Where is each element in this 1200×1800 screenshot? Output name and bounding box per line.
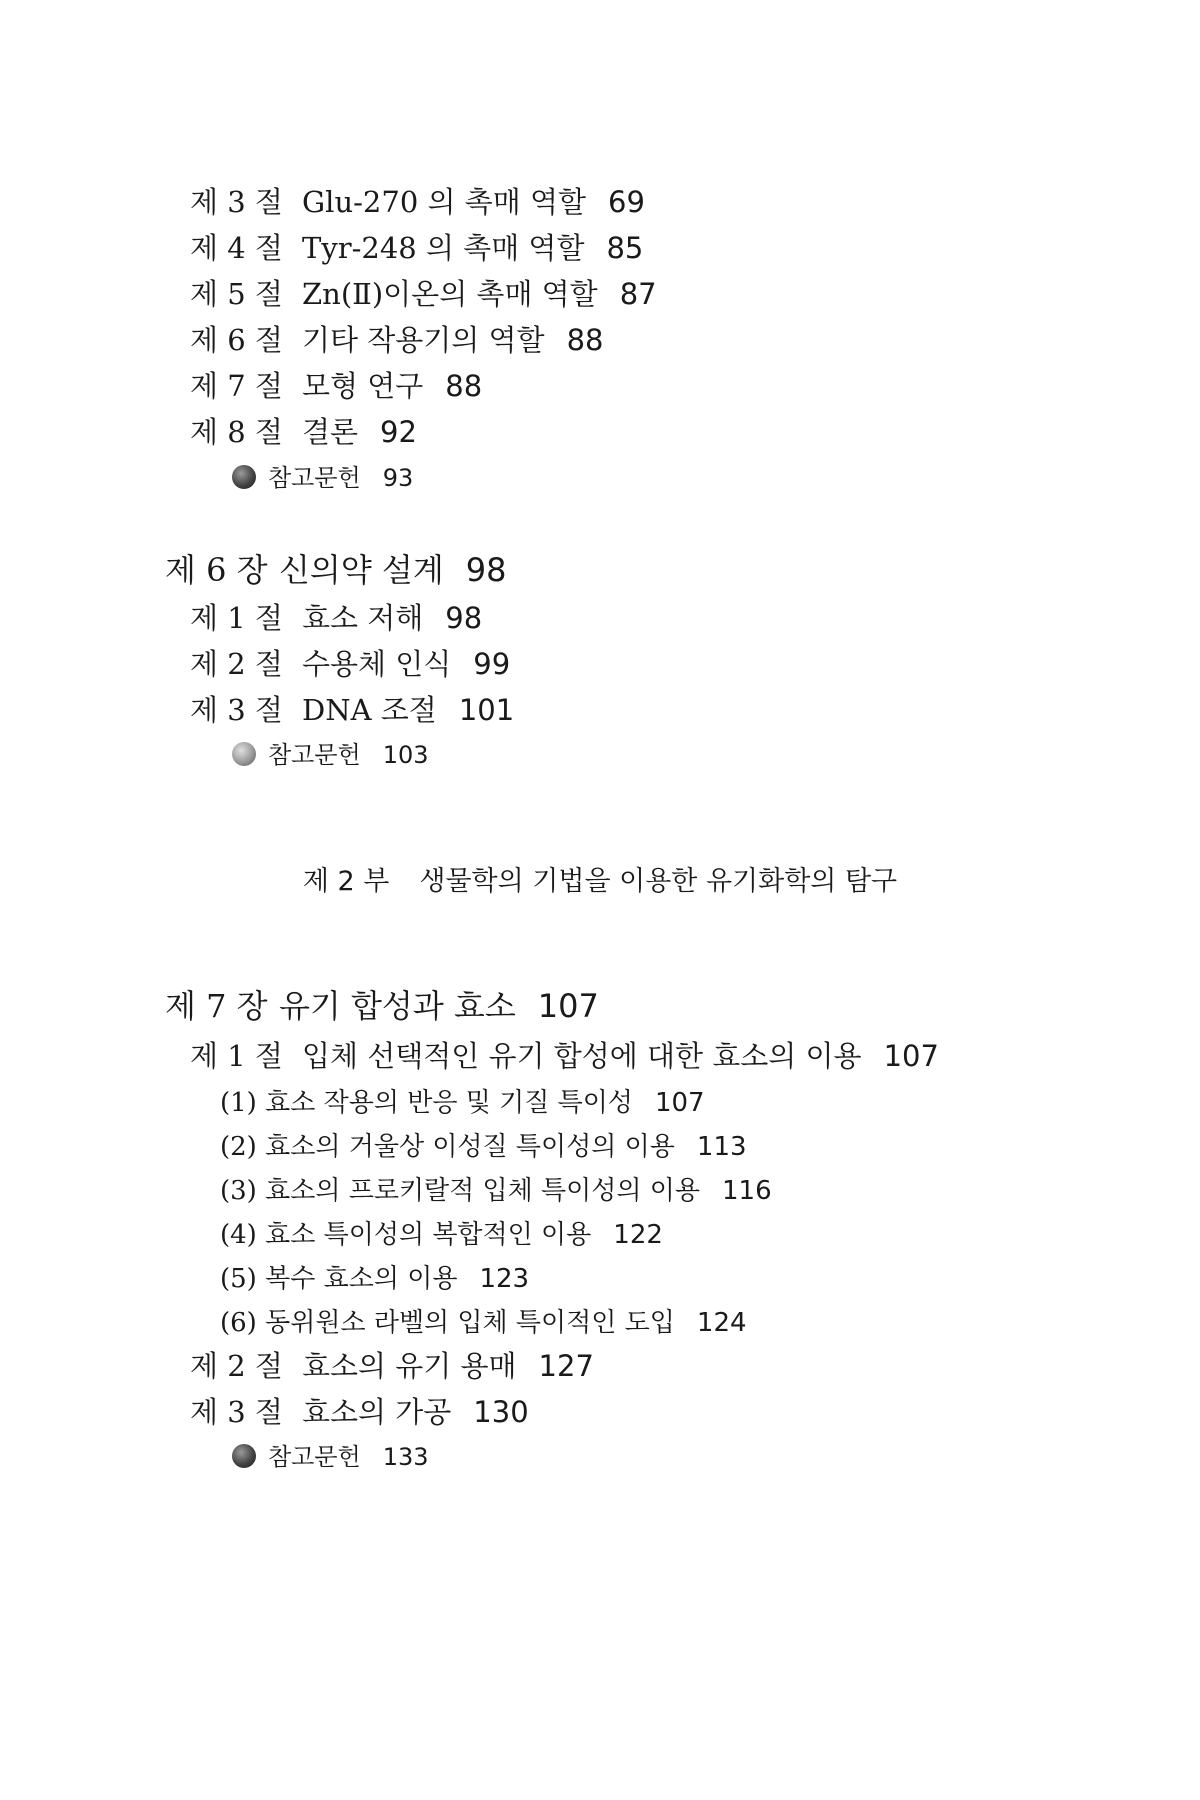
section-number: 제 2 절 bbox=[190, 647, 283, 681]
toc-references[interactable] bbox=[232, 465, 413, 490]
section-title: Zn(Ⅱ)이온의 촉매 역할 bbox=[302, 277, 598, 311]
page-number: 92 bbox=[380, 415, 417, 449]
toc-section[interactable] bbox=[190, 185, 645, 219]
section-title: 효소 저해 bbox=[302, 601, 424, 635]
page-number: 101 bbox=[458, 693, 515, 727]
page-number: 107 bbox=[654, 1088, 705, 1118]
references-title: 참고문헌 bbox=[268, 1443, 361, 1471]
bullet-icon bbox=[232, 465, 256, 489]
toc-subitem[interactable] bbox=[220, 1178, 772, 1204]
toc-section[interactable] bbox=[190, 601, 483, 635]
page-number: 122 bbox=[613, 1220, 663, 1250]
chapter-title: 유기 합성과 효소 bbox=[279, 987, 516, 1025]
section-number: 제 5 절 bbox=[190, 277, 283, 311]
page-number: 116 bbox=[722, 1176, 772, 1206]
page-number: 133 bbox=[382, 1443, 429, 1471]
toc-section[interactable] bbox=[190, 277, 657, 311]
subitem-title: (4) 효소 특이성의 복합적인 이용 bbox=[220, 1220, 592, 1250]
toc-subitem[interactable] bbox=[220, 1134, 747, 1160]
toc-subitem[interactable] bbox=[220, 1090, 705, 1116]
references-title: 참고문헌 bbox=[268, 464, 361, 492]
chapter-number: 제 6 장 bbox=[165, 551, 268, 589]
part-title: 생물학의 기법을 이용한 유기화학의 탐구 bbox=[419, 866, 898, 897]
toc-references[interactable] bbox=[232, 1444, 429, 1469]
section-title: Tyr-248 의 촉매 역할 bbox=[302, 231, 585, 265]
section-title: 수용체 인식 bbox=[302, 647, 452, 681]
section-number: 제 1 절 bbox=[190, 601, 283, 635]
page-number: 107 bbox=[537, 987, 599, 1025]
toc-subitem[interactable] bbox=[220, 1222, 663, 1248]
section-number: 제 3 절 bbox=[190, 185, 283, 219]
toc-section[interactable] bbox=[190, 693, 515, 727]
page-number: 93 bbox=[382, 464, 414, 492]
section-title: 결론 bbox=[302, 415, 359, 449]
page-number: 130 bbox=[473, 1395, 529, 1429]
page-number: 87 bbox=[619, 277, 657, 311]
part-number: 제 2 부 bbox=[302, 866, 390, 897]
section-number: 제 4 절 bbox=[190, 231, 283, 265]
section-number: 제 3 절 bbox=[190, 1395, 283, 1429]
toc-part-heading[interactable] bbox=[0, 868, 1200, 895]
page-number: 123 bbox=[479, 1264, 530, 1294]
page-number: 107 bbox=[883, 1039, 939, 1073]
section-title: 효소의 유기 용매 bbox=[302, 1349, 517, 1383]
page-number: 127 bbox=[538, 1349, 594, 1383]
toc-section[interactable] bbox=[190, 323, 604, 357]
section-number: 제 3 절 bbox=[190, 693, 283, 727]
chapter-number: 제 7 장 bbox=[165, 987, 268, 1025]
chapter-title: 신의약 설계 bbox=[279, 551, 444, 589]
section-title: 모형 연구 bbox=[302, 369, 424, 403]
page-number: 124 bbox=[696, 1308, 747, 1338]
toc-chapter[interactable] bbox=[165, 987, 599, 1025]
references-title: 참고문헌 bbox=[268, 741, 361, 769]
section-title: Glu-270 의 촉매 역할 bbox=[302, 185, 586, 219]
section-number: 제 6 절 bbox=[190, 323, 283, 357]
section-title: 입체 선택적인 유기 합성에 대한 효소의 이용 bbox=[302, 1039, 862, 1073]
toc-section[interactable] bbox=[190, 1349, 594, 1383]
toc-references[interactable] bbox=[232, 742, 429, 767]
toc-section[interactable] bbox=[190, 1395, 529, 1429]
toc-section[interactable] bbox=[190, 415, 417, 449]
section-number: 제 1 절 bbox=[190, 1039, 283, 1073]
bullet-icon bbox=[232, 1444, 256, 1468]
page-number: 69 bbox=[608, 185, 645, 219]
bullet-icon bbox=[232, 742, 256, 766]
subitem-title: (3) 효소의 프로키랄적 입체 특이성의 이용 bbox=[220, 1176, 701, 1206]
page-number: 99 bbox=[473, 647, 511, 681]
page-number: 103 bbox=[382, 741, 429, 769]
page-number: 88 bbox=[566, 323, 604, 357]
toc-section[interactable] bbox=[190, 231, 644, 265]
subitem-title: (1) 효소 작용의 반응 및 기질 특이성 bbox=[220, 1088, 633, 1118]
toc-subitem[interactable] bbox=[220, 1310, 747, 1336]
toc-chapter[interactable] bbox=[165, 551, 507, 589]
page-number: 113 bbox=[696, 1132, 747, 1162]
page-number: 98 bbox=[465, 551, 507, 589]
section-title: 기타 작용기의 역할 bbox=[302, 323, 545, 357]
subitem-title: (2) 효소의 거울상 이성질 특이성의 이용 bbox=[220, 1132, 675, 1162]
section-number: 제 8 절 bbox=[190, 415, 283, 449]
page-number: 98 bbox=[445, 601, 483, 635]
section-title: 효소의 가공 bbox=[302, 1395, 452, 1429]
section-number: 제 2 절 bbox=[190, 1349, 283, 1383]
toc-subitem[interactable] bbox=[220, 1266, 529, 1292]
toc-section[interactable] bbox=[190, 647, 511, 681]
subitem-title: (6) 동위원소 라벨의 입체 특이적인 도입 bbox=[220, 1308, 675, 1338]
section-number: 제 7 절 bbox=[190, 369, 283, 403]
page-number: 85 bbox=[606, 231, 644, 265]
toc-section[interactable] bbox=[190, 369, 483, 403]
subitem-title: (5) 복수 효소의 이용 bbox=[220, 1264, 458, 1294]
section-title: DNA 조절 bbox=[302, 693, 437, 727]
page-number: 88 bbox=[445, 369, 483, 403]
toc-section[interactable] bbox=[190, 1039, 939, 1073]
